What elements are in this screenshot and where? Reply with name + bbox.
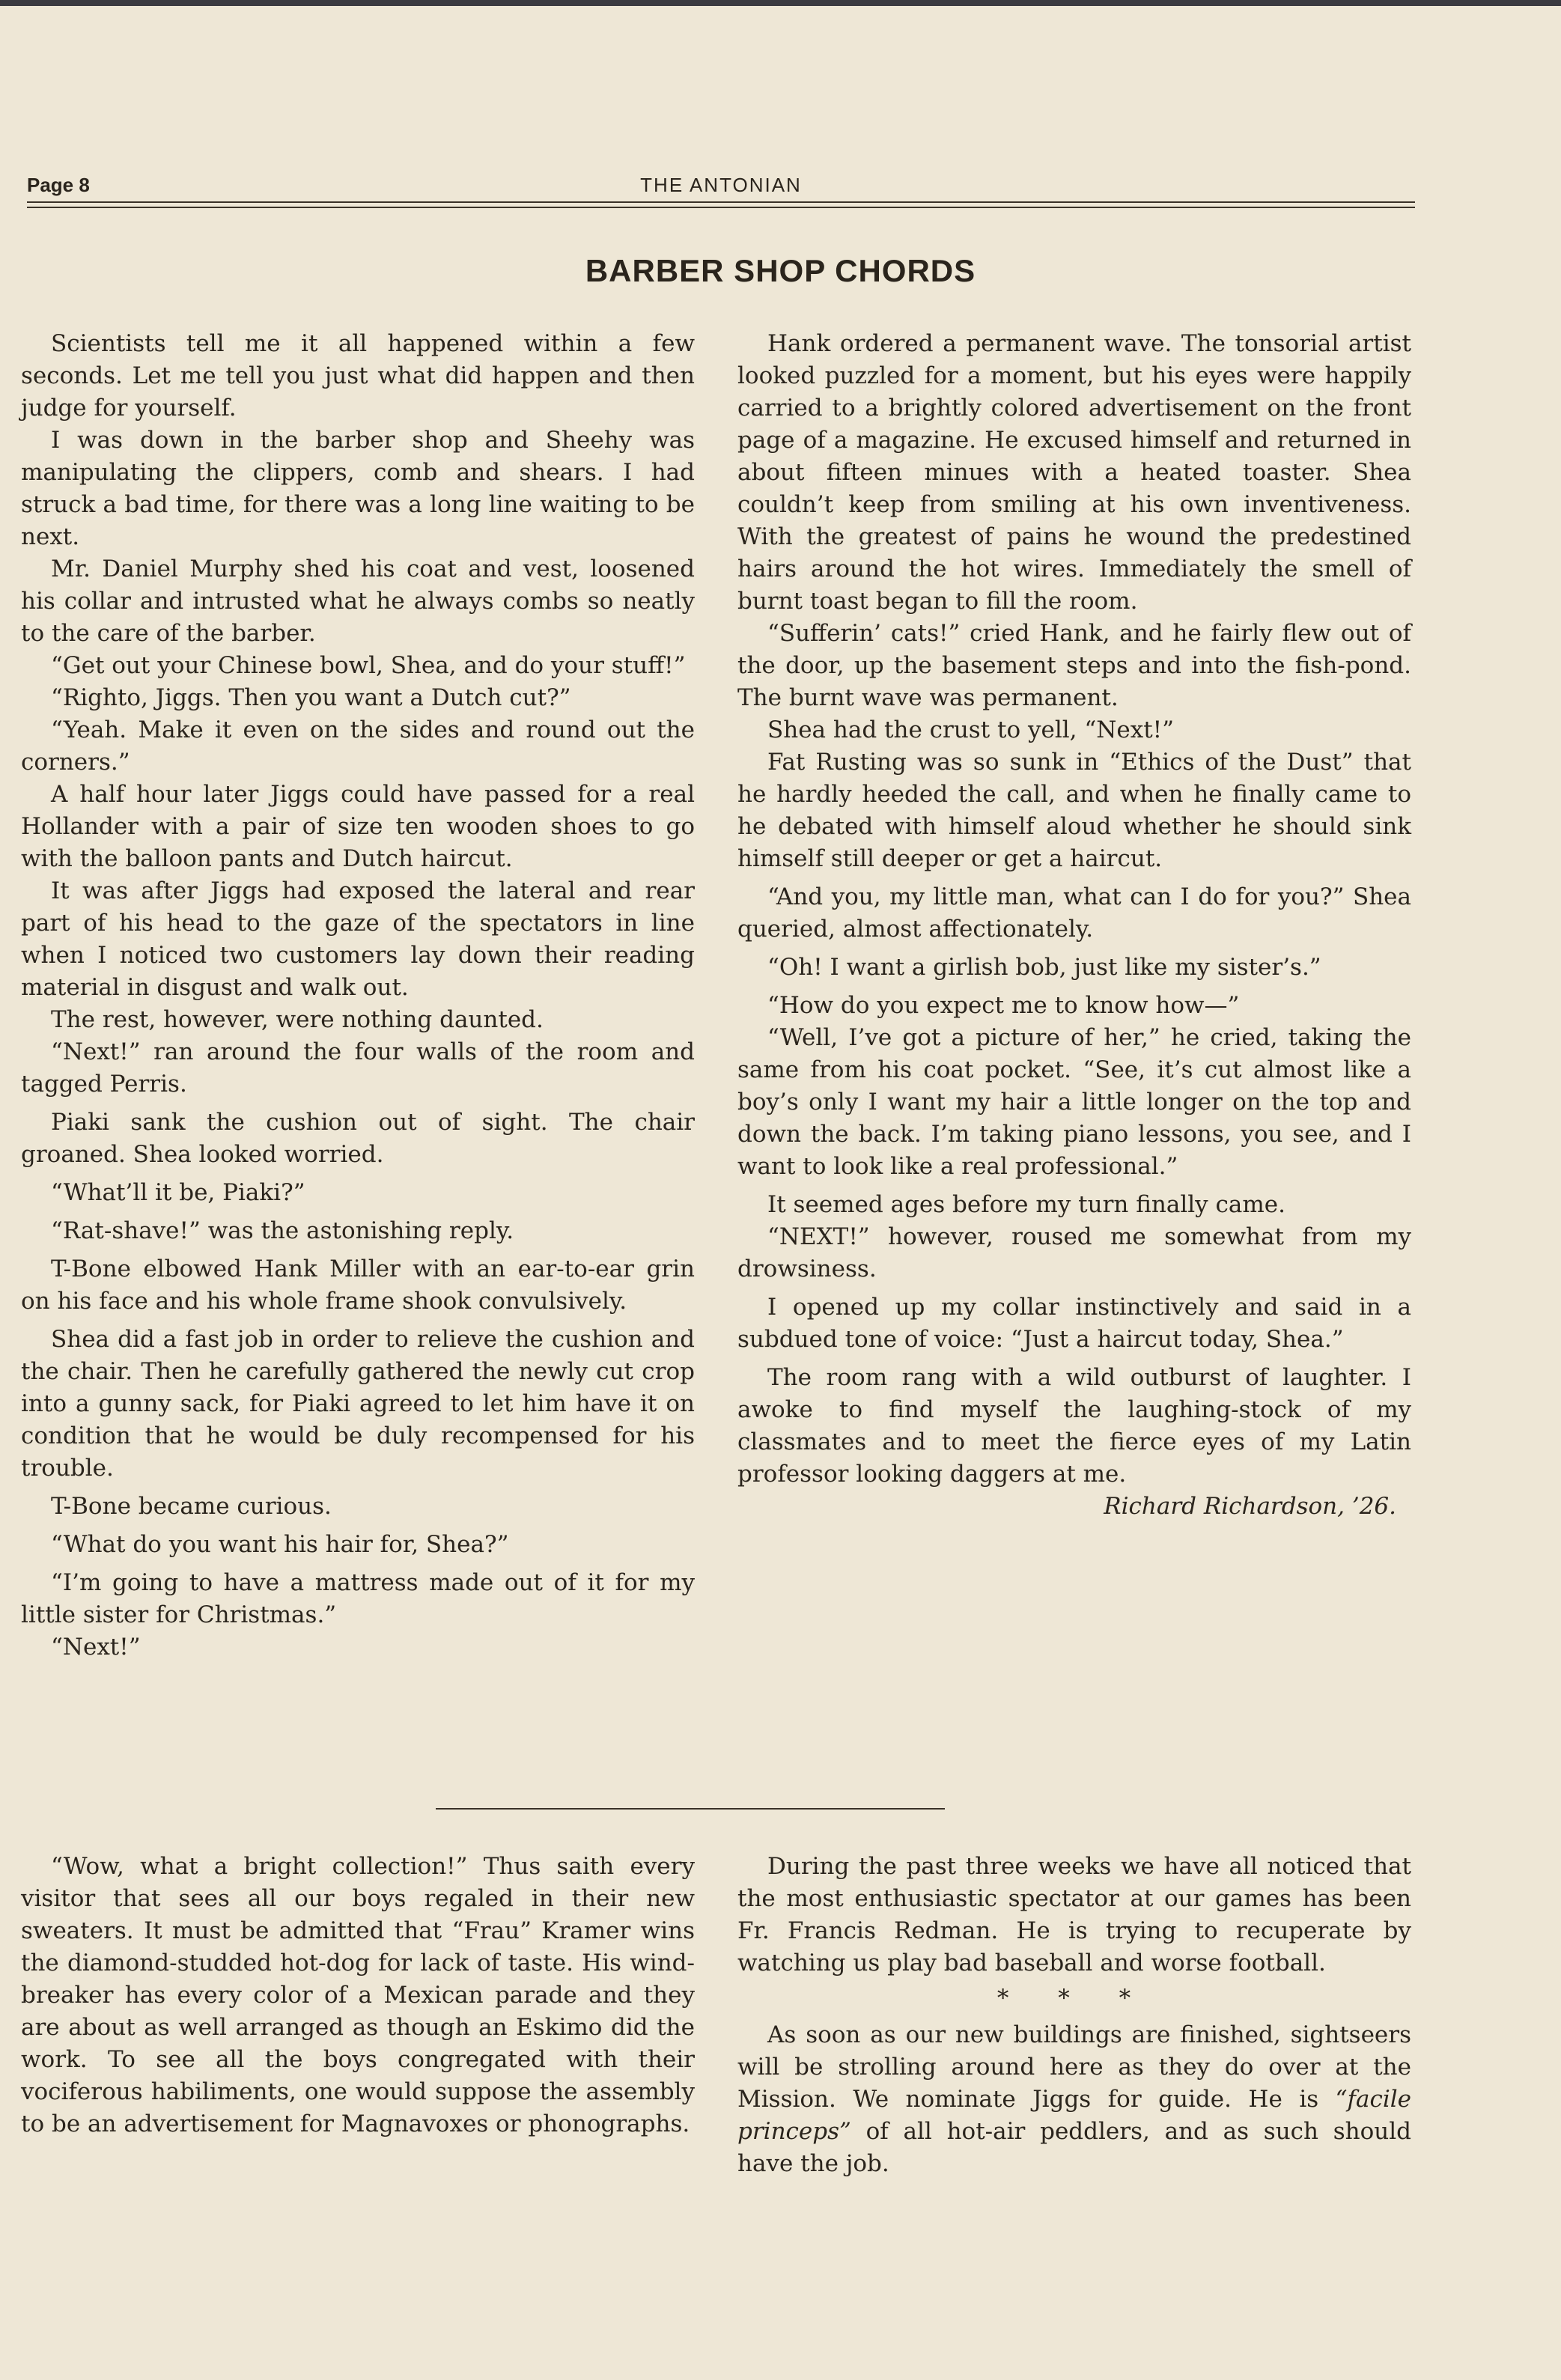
note-text: As soon as our new buildings are finished, sightseers will be strolling around here as they do over at the Mission. We nominate Jiggs for guide. He is <box>737 2021 1411 2113</box>
article-column-right <box>737 328 1411 1523</box>
paragraph: “What do you want his hair for, Shea?” <box>51 1531 509 1558</box>
paragraph: “How do you expect me to know how—” <box>767 992 1240 1019</box>
paragraph: Scientists tell me it all happened within a few seconds. Let me tell you just what did happen and then judge for yourself. <box>21 330 695 421</box>
paragraph: The rest, however, were nothing daunted. <box>51 1006 544 1033</box>
paragraph: It seemed ages before my turn finally came. <box>767 1191 1285 1218</box>
paragraph: Piaki sank the cushion out of sight. The chair groaned. Shea looked worried. <box>21 1109 695 1168</box>
paragraph: The room rang with a wild outburst of laughter. I awoke to find myself the laughing-stock of my classmates and to meet the fierce eyes of my Latin professor looking daggers at me. <box>737 1364 1411 1488</box>
paragraph: T-Bone became curious. <box>51 1493 332 1520</box>
paragraph: I was down in the barber shop and Sheehy was manipulating the clippers, comb and shears. I had struck a bad time, for there was a long line waiting to be next. <box>21 427 695 550</box>
paragraph: Hank ordered a permanent wave. The tonsorial artist looked puzzled for a moment, but his eyes were happily carried to a brightly colored advertisement on the front page of a magazine. He excused himself and returned in about fifteen minues with a heated toaster. Shea couldn’t keep from smiling at his own inventiveness. With the greatest of pains he wound the predestined hairs around the hot wires. Immediately the smell of burnt toast began to fill the room. <box>737 330 1411 615</box>
running-head <box>27 174 1415 199</box>
paragraph: “Get out your Chinese bowl, Shea, and do your stuff!” <box>51 652 686 679</box>
latin-phrase: “facile princeps” <box>737 2086 1411 2145</box>
note-paragraph <box>737 2019 1411 2180</box>
paragraph: “NEXT!” however, roused me somewhat from my drowsiness. <box>737 1223 1411 1282</box>
asterism-separator: * * * <box>996 1985 1152 2012</box>
paragraph: “I’m going to have a mattress made out of it for my little sister for Christmas.” <box>21 1569 695 1628</box>
paragraph: It was after Jiggs had exposed the lateral and rear part of his head to the gaze of the spectators in line when I noticed two customers lay down their reading material in disgust and walk out. <box>21 877 695 1001</box>
paragraph: “And you, my little man, what can I do for you?” Shea queried, almost affectionately. <box>737 883 1411 943</box>
paragraph: “Rat-shave!” was the astonishing reply. <box>51 1217 514 1244</box>
paragraph: Shea had the crust to yell, “Next!” <box>767 716 1174 743</box>
paragraph: “Righto, Jiggs. Then you want a Dutch cut?” <box>51 684 571 711</box>
paragraph: “What’ll it be, Piaki?” <box>51 1179 305 1206</box>
notes-column-left <box>21 1851 695 2140</box>
note-paragraph: “Wow, what a bright collection!” Thus saith every visitor that sees all our boys regaled in their new sweaters. It must be admitted that “Frau” Kramer wins the diamond-studded hot-dog for lack of taste. His wind-breaker has every color of a Mexican parade and they are about as well arranged as though an Eskimo did the work. To see all the boys congregated with their vociferous habiliments, one would suppose the assembly to be an advertisement for Magnavoxes or phonographs. <box>21 1853 695 2137</box>
paragraph: “Well, I’ve got a picture of her,” he cried, taking the same from his coat pocket. “See, it’s cut almost like a boy’s only I want my hair a little longer on the top and down the back. I’m taking piano lessons, you see, and I want to look like a real professional.” <box>737 1024 1411 1180</box>
header-rule-top <box>27 201 1415 203</box>
note-text: of all hot-air peddlers, and as such should have the job. <box>737 2118 1411 2177</box>
note-paragraph: During the past three weeks we have all noticed that the most enthusiastic spectator at our games has been Fr. Francis Redman. He is trying to recuperate by watching us play bad baseball and worse football. <box>737 1853 1411 1976</box>
paragraph: “Next!” ran around the four walls of the room and tagged Perris. <box>21 1038 695 1098</box>
notes-column-right <box>737 1851 1411 2180</box>
magazine-name: THE ANTONIAN <box>640 174 802 196</box>
paragraph: Shea did a fast job in order to relieve the cushion and the chair. Then he carefully gathered the newly cut crop into a gunny sack, for Piaki agreed to let him have it on condition that he would be duly recompensed for his trouble. <box>21 1326 695 1482</box>
paragraph: “Yeah. Make it even on the sides and round out the corners.” <box>21 716 695 776</box>
paragraph: T-Bone elbowed Hank Miller with an ear-to-ear grin on his face and his whole frame shook convulsively. <box>21 1256 695 1315</box>
paragraph: Mr. Daniel Murphy shed his coat and vest, loosened his collar and intrusted what he always combs so neatly to the care of the barber. <box>21 556 695 647</box>
paragraph: Fat Rusting was so sunk in “Ethics of the Dust” that he hardly heeded the call, and when he finally came to he debated with himself aloud whether he should sink himself still deeper or get a haircut. <box>737 749 1411 872</box>
article-column-left <box>21 328 695 1664</box>
paragraph: “Next!” <box>51 1634 141 1661</box>
top-edge-bar <box>0 0 1561 6</box>
section-divider <box>436 1808 945 1810</box>
author-signature: Richard Richardson, ’26. <box>1104 1493 1396 1520</box>
header-rule-bottom <box>27 207 1415 208</box>
paragraph: “Oh! I want a girlish bob, just like my sister’s.” <box>767 954 1321 981</box>
page-number: Page 8 <box>27 174 90 196</box>
paragraph: I opened up my collar instinctively and said in a subdued tone of voice: “Just a haircut today, Shea.” <box>737 1294 1411 1353</box>
paragraph: “Sufferin’ cats!” cried Hank, and he fairly flew out of the door, up the basement steps and into the fish-pond. The burnt wave was permanent. <box>737 620 1411 711</box>
paragraph: A half hour later Jiggs could have passed for a real Hollander with a pair of size ten wooden shoes to go with the balloon pants and Dutch haircut. <box>21 781 695 872</box>
article-title: BARBER SHOP CHORDS <box>585 253 976 288</box>
